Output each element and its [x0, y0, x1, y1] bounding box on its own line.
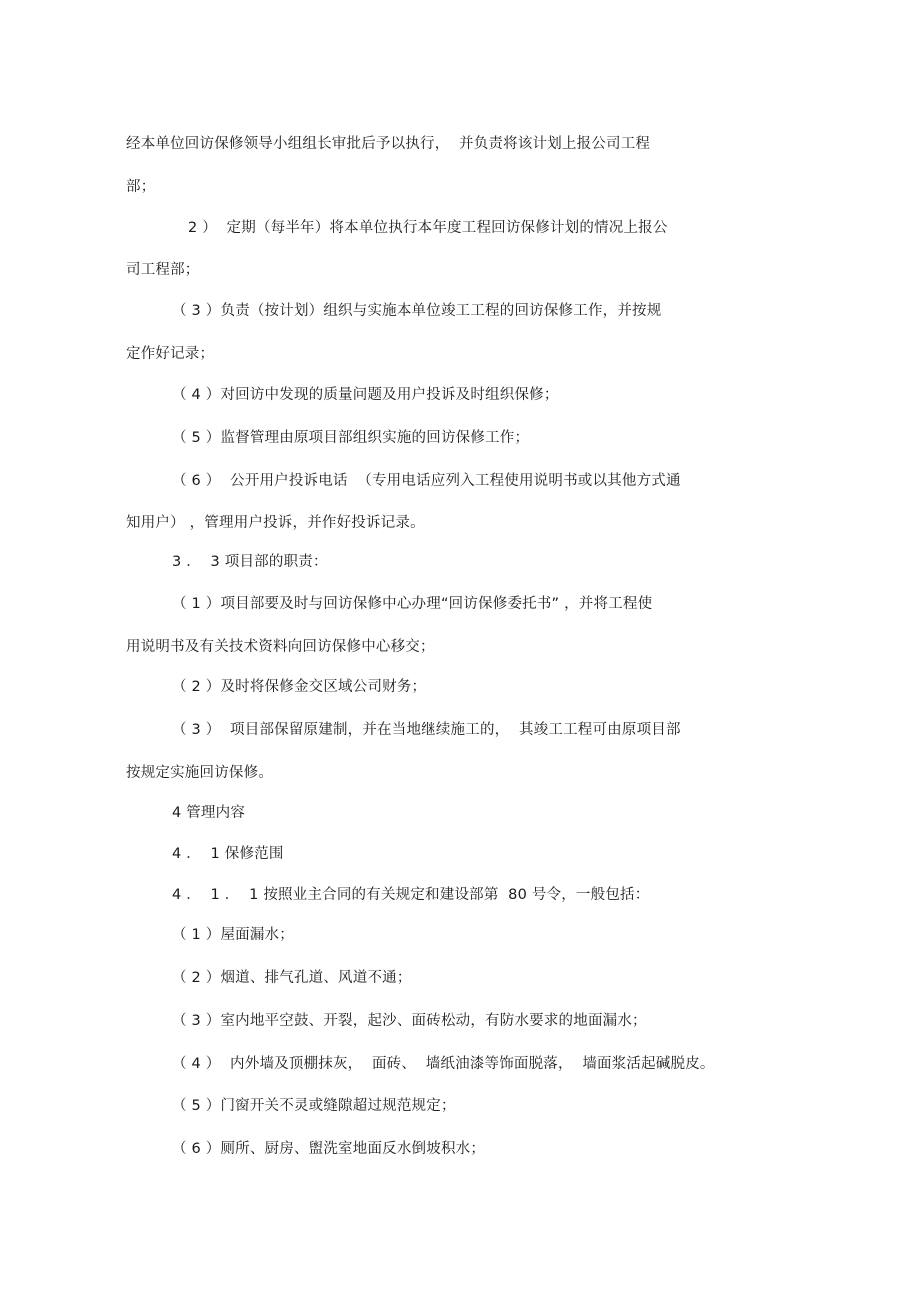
- list-item: （ 4 ） 内外墙及顶棚抹灰， 面砖、 墙纸油漆等饰面脱落， 墙面浆活起碱脱皮。: [172, 1056, 715, 1072]
- list-item: （ 3 ）室内地平空鼓、开裂，起沙、面砖松动，有防水要求的地面漏水；: [172, 1013, 647, 1029]
- text-line: （ 4 ）对回访中发现的质量问题及用户投诉及时组织保修；: [172, 387, 559, 403]
- text-line: 定作好记录；: [126, 346, 215, 362]
- list-item: （ 6 ）厕所、厨房、盥洗室地面反水倒坡积水；: [172, 1141, 486, 1157]
- text-line: （ 5 ）监督管理由原项目部组织实施的回访保修工作；: [172, 430, 530, 446]
- text-line: 部；: [126, 179, 156, 195]
- section-heading: 4 ． 1 保修范围: [172, 846, 284, 862]
- text-line: （ 2 ）及时将保修金交区域公司财务；: [172, 679, 427, 695]
- text-line: 司工程部；: [126, 262, 200, 278]
- text-line: （ 6 ） 公开用户投诉电话 （专用电话应列入工程使用说明书或以其他方式通: [172, 473, 681, 489]
- list-item: （ 2 ）烟道、排气孔道、风道不通；: [172, 970, 412, 986]
- text-line: 2 ） 定期（每半年）将本单位执行本年度工程回访保修计划的情况上报公: [188, 220, 668, 236]
- text-line: 4 ． 1 ． 1 按照业主合同的有关规定和建设部第 80 号令，一般包括：: [172, 887, 650, 903]
- section-heading: 3 ． 3 项目部的职责：: [172, 554, 328, 570]
- text-line: （ 3 ）负责（按计划）组织与实施本单位竣工工程的回访保修工作，并按规: [172, 303, 662, 319]
- text-line: 用说明书及有关技术资料向回访保修中心移交；: [126, 639, 435, 655]
- list-item: （ 5 ）门窗开关不灵或缝隙超过规范规定；: [172, 1098, 456, 1114]
- section-heading: 4 管理内容: [172, 805, 246, 821]
- text-line: 按规定实施回访保修。: [126, 765, 273, 781]
- list-item: （ 1 ）屋面漏水；: [172, 927, 294, 943]
- text-line: 经本单位回访保修领导小组组长审批后予以执行， 并负责将该计划上报公司工程: [126, 136, 651, 152]
- text-line: （ 1 ）项目部要及时与回访保修中心办理“回访保修委托书” ，并将工程使: [172, 596, 653, 612]
- text-line: （ 3 ） 项目部保留原建制，并在当地继续施工的， 其竣工工程可由原项目部: [172, 722, 681, 738]
- text-line: 知用户） ，管理用户投诉，并作好投诉记录。: [126, 515, 425, 531]
